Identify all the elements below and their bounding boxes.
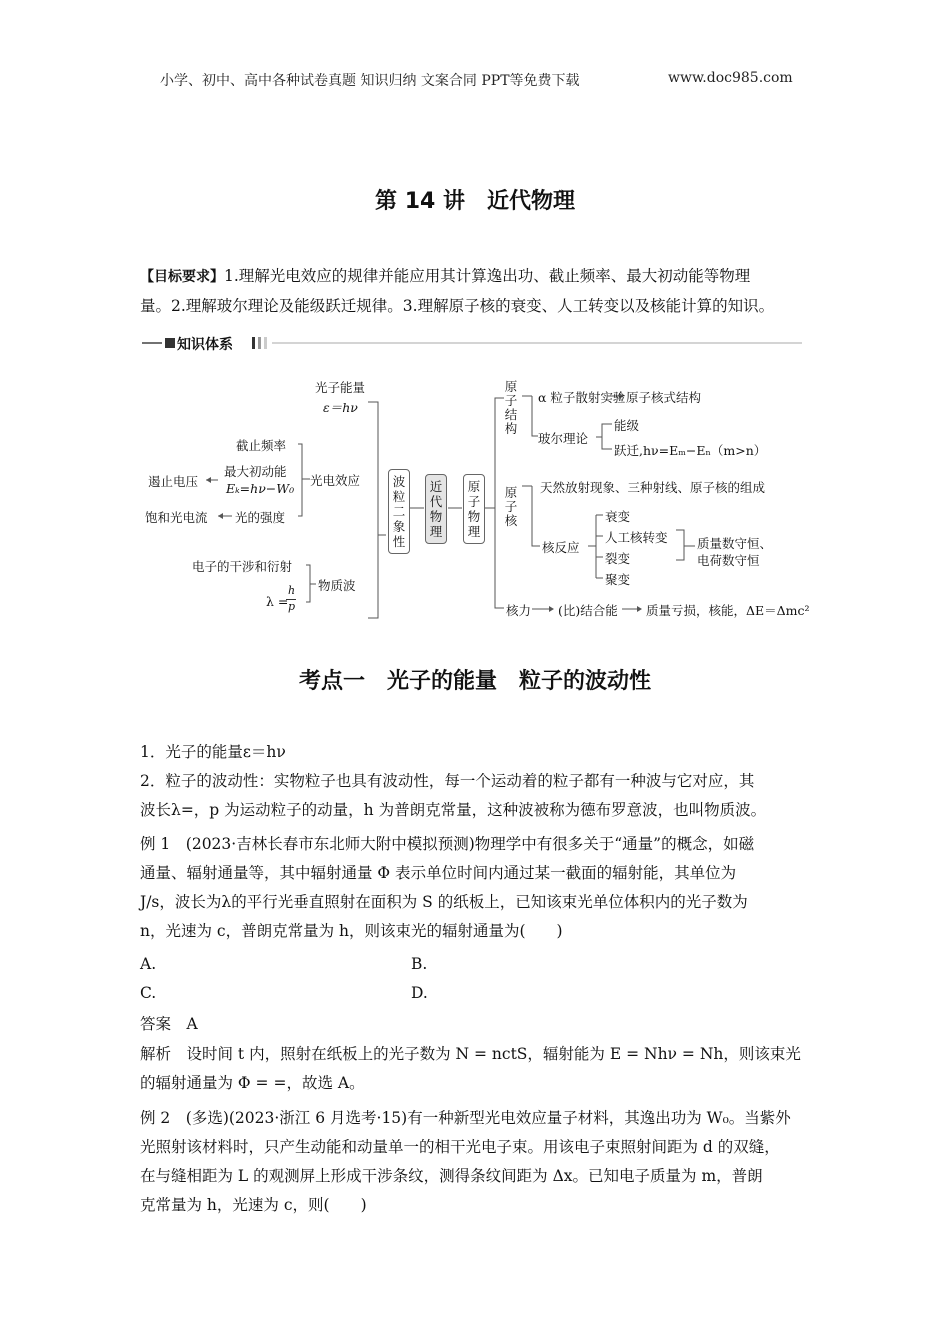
lambda-denominator: p xyxy=(288,600,296,613)
charge-conservation: 电荷数守恒 xyxy=(697,553,760,568)
bohr-theory: 玻尔理论 xyxy=(538,431,589,446)
modern-physics-box: 近 代 物 理 xyxy=(425,474,447,544)
nuclear-model: 原子核式结构 xyxy=(626,390,702,405)
lambda-label: λ = xyxy=(266,594,289,609)
section-title: 考点一 光子的能量 粒子的波动性 xyxy=(298,669,651,694)
point-2-line2: 波长λ=，p 为运动粒子的动量，h 为普朗克常量，这种波被称为德布罗意波，也叫物质波。 xyxy=(140,801,767,819)
transition: 跃迁,hν=Eₘ−Eₙ（m>n） xyxy=(614,443,767,458)
wave-particle-duality-box: 波 粒 二 象 性 xyxy=(388,469,410,554)
nuclear-reaction: 核反应 xyxy=(542,540,580,555)
matter-wave: 物质波 xyxy=(318,578,356,593)
example-1-line1: 例 1 (2023·吉林长春市东北师大附中模拟预测)物理学中有很多关于“通量”的概念，如磁 xyxy=(140,835,755,853)
example-2-line1: 例 2 (多选)(2023·浙江 6 月选考·15)有一种新型光电效应量子材料，其逸出功为 W₀。当紫外 xyxy=(140,1109,791,1127)
option-d: D. xyxy=(411,984,428,1002)
knowledge-title: 知识体系 xyxy=(177,337,233,353)
analysis-line2: 的辐射通量为 Φ = =，故选 A。 xyxy=(140,1074,365,1092)
option-c: C. xyxy=(140,984,157,1002)
example-1-line4: n，光速为 c，普朗克常量为 h，则该束光的辐射通量为( ) xyxy=(140,922,563,940)
atom-structure-label: 原 子 结 构 xyxy=(504,379,518,436)
example-1-line2: 通量、辐射通量等，其中辐射通量 Φ 表示单位时间内通过某一截面的辐射能，其单位为 xyxy=(140,864,737,882)
max-kinetic-energy: 最大初动能 xyxy=(224,464,287,479)
header-url[interactable]: www.doc985.com xyxy=(668,70,793,86)
binding-energy: (比)结合能 xyxy=(558,603,618,618)
answer: 答案 A xyxy=(140,1015,198,1033)
mass-defect: 质量亏损，核能，ΔE＝Δmc² xyxy=(646,603,810,618)
atomic-physics-box: 原 子 物 理 xyxy=(463,474,485,544)
fission: 裂变 xyxy=(605,551,631,566)
goals-line2: 量。2.理解玻尔理论及能级跃迁规律。3.理解原子核的衰变、人工转变以及核能计算的知识。 xyxy=(140,297,775,315)
lambda-numerator: h xyxy=(288,584,296,597)
option-b: B. xyxy=(411,955,428,973)
example-2-line4: 克常量为 h，光速为 c，则( ) xyxy=(140,1196,367,1214)
photoelectric-effect: 光电效应 xyxy=(310,473,361,488)
nucleus-label: 原 子 核 xyxy=(504,485,518,528)
diagram-lines xyxy=(0,0,950,640)
goals-text1: 1.理解光电效应的规律并能应用其计算逸出功、截止频率、最大初动能等物理 xyxy=(224,267,751,285)
page-title: 第 14 讲 近代物理 xyxy=(375,189,575,214)
saturation-current: 饱和光电流 xyxy=(145,510,208,525)
stopping-voltage: 遏止电压 xyxy=(148,474,199,489)
artificial-transmutation: 人工核转变 xyxy=(605,530,668,545)
alpha-scattering: α 粒子散射实验 xyxy=(538,390,626,405)
mass-conservation: 质量数守恒、 xyxy=(697,536,773,551)
example-1-line3: J/s，波长为λ的平行光垂直照射在面积为 S 的纸板上，已知该束光单位体积内的光子数为 xyxy=(140,893,748,911)
analysis-line1: 解析 设时间 t 内，照射在纸板上的光子数为 N = nctS，辐射能为 E = Nhν = Nh，则该束光 xyxy=(140,1045,801,1063)
electron-interference: 电子的干涉和衍射 xyxy=(192,559,293,574)
ek-formula: Eₖ=hν−W₀ xyxy=(226,481,295,496)
point-2-line1: 2．粒子的波动性：实物粒子也具有波动性，每一个运动着的粒子都有一种波与它对应，其 xyxy=(140,772,755,790)
example-2-line3: 在与缝相距为 L 的观测屏上形成干涉条纹，测得条纹间距为 Δx。已知电子质量为 m，普朗 xyxy=(140,1167,763,1185)
light-intensity: 光的强度 xyxy=(235,510,286,525)
fusion: 聚变 xyxy=(605,572,631,587)
example-2-line2: 光照射该材料时，只产生动能和动量单一的相干光电子束。用该电子束照射间距为 d 的双缝， xyxy=(140,1138,780,1156)
cutoff-frequency: 截止频率 xyxy=(236,438,287,453)
nuclear-force: 核力 xyxy=(506,603,532,618)
point-1: 1．光子的能量ε＝hν xyxy=(140,743,286,761)
energy-level: 能级 xyxy=(614,418,640,433)
option-a: A. xyxy=(140,955,157,973)
header-left: 小学、初中、高中各种试卷真题 知识归纳 文案合同 PPT等免费下载 xyxy=(160,73,580,89)
photon-energy: 光子能量 xyxy=(315,380,366,395)
decay: 衰变 xyxy=(605,509,631,524)
goals-label: 【目标要求】 xyxy=(140,269,224,285)
natural-radioactivity: 天然放射现象、三种射线、原子核的组成 xyxy=(540,480,766,495)
photon-formula: ε＝hν xyxy=(323,400,358,415)
